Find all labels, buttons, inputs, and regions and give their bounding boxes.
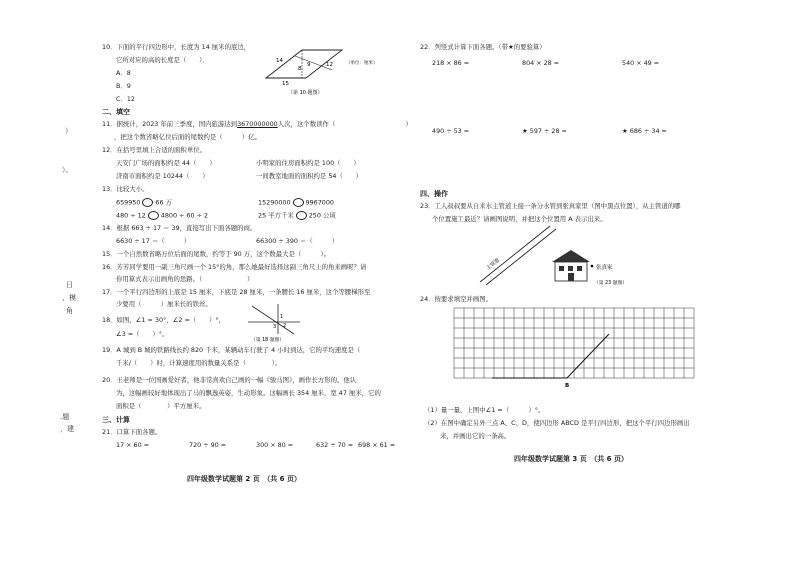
q22-item: ★ 597 ÷ 28 = [522, 127, 567, 135]
q12-item: 济南市面积约是 10244（ ） [116, 172, 209, 180]
q13-left-value: 15290000 [258, 198, 291, 207]
page-3-footer: 四年级数学试题第 3 页 （共 6 页） [514, 455, 628, 463]
q21-item: 698 × 61 ≈ [358, 441, 396, 449]
q20-line1: 20．王老师是一位国画爱好者，他非常喜欢自己画的一幅《骏马图》，画作长方形的。他认 [102, 376, 357, 384]
q10-label-15: 15 [282, 81, 289, 87]
point-b-label: B [565, 383, 570, 389]
q24-part1: （1）量一量，上图中∠1 =（ ）°。 [424, 406, 545, 414]
q21-item: 632 ÷ 70 ≈ [316, 441, 354, 449]
q10-parallelogram-figure [262, 44, 382, 96]
edge-fragment: ） [65, 127, 72, 135]
q13-right-value: 9967000 [305, 198, 334, 207]
compare-circle[interactable] [148, 211, 159, 220]
q21-item: 300 × 80 = [256, 441, 294, 449]
q18-caption: （第 18 题图） [251, 338, 285, 342]
edge-fragment: ）。 [62, 166, 73, 174]
compare-circle[interactable] [293, 198, 304, 207]
edge-fragment: 日 [66, 281, 73, 289]
q20-line2: 为，这幅画较好地体现出了马的飘逸英姿，生动形象。这幅画长 354 厘米，宽 47 厘米，它的 [116, 389, 381, 397]
q24-part2-line1: （2）在图中确定另外三点 A、C、D，使四边形 ABCD 是平行四边形，把这个平行四边形画出 [424, 419, 690, 427]
house-point [591, 265, 594, 268]
q18-angle-label: 1 [280, 314, 284, 320]
q17-line1: 17．一个平行四边形的上底是 15 厘米，下底是 28 厘米，一条腰长 16 厘米，这个等腰梯形至 [102, 288, 371, 296]
q13-left-value: 480 ÷ 12 [116, 211, 146, 220]
q11-number: 3670000000 [237, 120, 278, 128]
q23-line2: 个位置施工最近？请画图说明，并把这个位置用 A 表示出来。 [432, 215, 607, 223]
q14-stem: 14．根据 663 ÷ 17 ＝ 39，直接写出下面各题的商。 [102, 224, 257, 232]
q10-stem: 10．下面的平行四边形中，长度为 14 厘米的底边， [102, 43, 251, 51]
q13-left-value: 25 平方千米 [258, 211, 294, 220]
q22-item: 804 × 28 = [522, 59, 560, 67]
q10-option-b: B．9 [116, 82, 131, 90]
q10-label-14: 14 [276, 58, 283, 64]
section-calc-heading: 三、计算 [102, 416, 130, 424]
edge-fragment: .题 [60, 413, 70, 421]
q10-label-12: 12 [326, 62, 333, 68]
q11-line2: ，把这个数省略亿位后面的尾数约是（ ）亿。 [114, 133, 261, 141]
q22-item: 540 × 49 = [622, 59, 660, 67]
q18-angle-figure [246, 300, 302, 342]
q16-line1: 16．芳芳同学要用一副三角尺画一个 15°的角，那么她最好选择这副三角尺上的角来画呢？请 [102, 263, 367, 271]
q13-right-value: 4800 ÷ 60 ÷ 2 [160, 211, 209, 220]
house-icon [552, 250, 590, 281]
q10-unit: （单位：厘米） [346, 61, 378, 66]
section-fill-blank-heading: 二、填空 [102, 108, 130, 116]
q21-item: 720 ÷ 90 = [189, 441, 227, 449]
q13-pair [258, 198, 334, 207]
q24-part2-line2: 来，并画出它的一条高。 [440, 432, 511, 440]
q13-right-value: 66 万 [155, 198, 172, 207]
q10-sub: 它所对应的高的长度是（ ）． [116, 56, 209, 64]
section-operation-heading: 四、操作 [420, 190, 448, 198]
q18-angle-label: 3 [273, 324, 277, 330]
q18-angle-label: 2 [283, 323, 287, 329]
q13-pair [116, 211, 208, 220]
q10-option-c: C．12 [116, 95, 135, 103]
q14-item: 6630 ÷ 17 ＝（ ） [116, 237, 191, 245]
q12-item: 小明家的住房面积约是 100（ ） [256, 159, 360, 167]
q11-text-b: 人次，这个数读作（ ） [277, 120, 412, 128]
q21-stem: 21．口算下面各题。 [102, 428, 162, 436]
q10-caption: （第 10 题图） [288, 90, 323, 96]
q24-grid-figure [452, 306, 722, 396]
q17-line2: 少要用（ ）厘米长的铁丝。 [116, 300, 212, 308]
q12-stem: 12．在括号里填上合适的面积单位。 [102, 146, 206, 154]
q23-line1: 23．工人叔叔要从自来水主管道上接一条分水管到张真家里（图中黑点位置），从主管道的哪 [420, 202, 681, 210]
q18-line1: 18．如图，∠1 = 30°，∠2 =（ ）°， [102, 316, 225, 324]
q10-label-8: 8 [298, 66, 302, 72]
edge-fragment: 角 [66, 307, 73, 315]
edge-fragment: ，建 [60, 425, 74, 433]
q20-line3: 面积是（ ）平方厘米。 [116, 402, 206, 410]
q15: 15．一个自然数省略万位后面的尾数，约等于 90 万，这个数最大是（ ）。 [102, 250, 331, 258]
q24-stem: 24．按要求填空并画图。 [420, 295, 493, 303]
q13-pair [258, 211, 336, 220]
page-2-footer: 四年级数学试题第 2 页 （共 6 页） [187, 475, 301, 483]
q12-item: 天安门广场的面积约是 44（ ） [116, 159, 216, 167]
main-pipe-label: 主管道 [485, 257, 501, 272]
q14-item: 66300 ÷ 390 ＝（ ） [256, 237, 339, 245]
compare-circle[interactable] [296, 211, 307, 220]
q23-caption: （第 23 题图） [594, 281, 628, 286]
q22-stem: 22．列竖式计算下面各题。（带★的要验算） [420, 43, 546, 51]
q16-line2: 你用算式表示出画角的思路。（ ） [116, 275, 254, 283]
compare-circle[interactable] [142, 198, 153, 207]
q13-pair [116, 198, 172, 207]
q10-label-9: 9 [307, 62, 311, 68]
q19-line2: 千米/（ ）时，计算速度用的数量关系是（ ）。 [116, 359, 282, 367]
q21-item: 17 × 60 = [116, 441, 150, 449]
square-grid [454, 308, 694, 378]
q10-option-a: A．8 [116, 69, 131, 77]
house-label: 张真家 [596, 265, 613, 271]
q22-item: 218 × 86 = [432, 59, 470, 67]
q11-line1 [102, 120, 412, 128]
q23-pipe-house-figure [476, 222, 676, 288]
q22-item: ★ 686 ÷ 34 = [622, 127, 667, 135]
q19-line1: 19．A 城到 B 城的铁路线长约 820 千米，某辆动车行驶了 4 小时到达，它的平均速度是（ [102, 346, 361, 354]
q12-item: 一间教室地面的面积约是 54（ ） [256, 172, 363, 180]
q11-text-a: 11．据统计，2023 年前三季度，国内旅游达到 [102, 120, 238, 128]
q18-line2: ∠3 =（ ）°。 [116, 330, 169, 338]
q13-stem: 13．比较大小。 [102, 185, 149, 193]
q13-left-value: 659950 [116, 198, 141, 207]
edge-fragment: 、模 [62, 294, 76, 302]
q13-right-value: 250 公顷 [308, 211, 336, 220]
q22-item: 490 ÷ 53 = [432, 127, 470, 135]
